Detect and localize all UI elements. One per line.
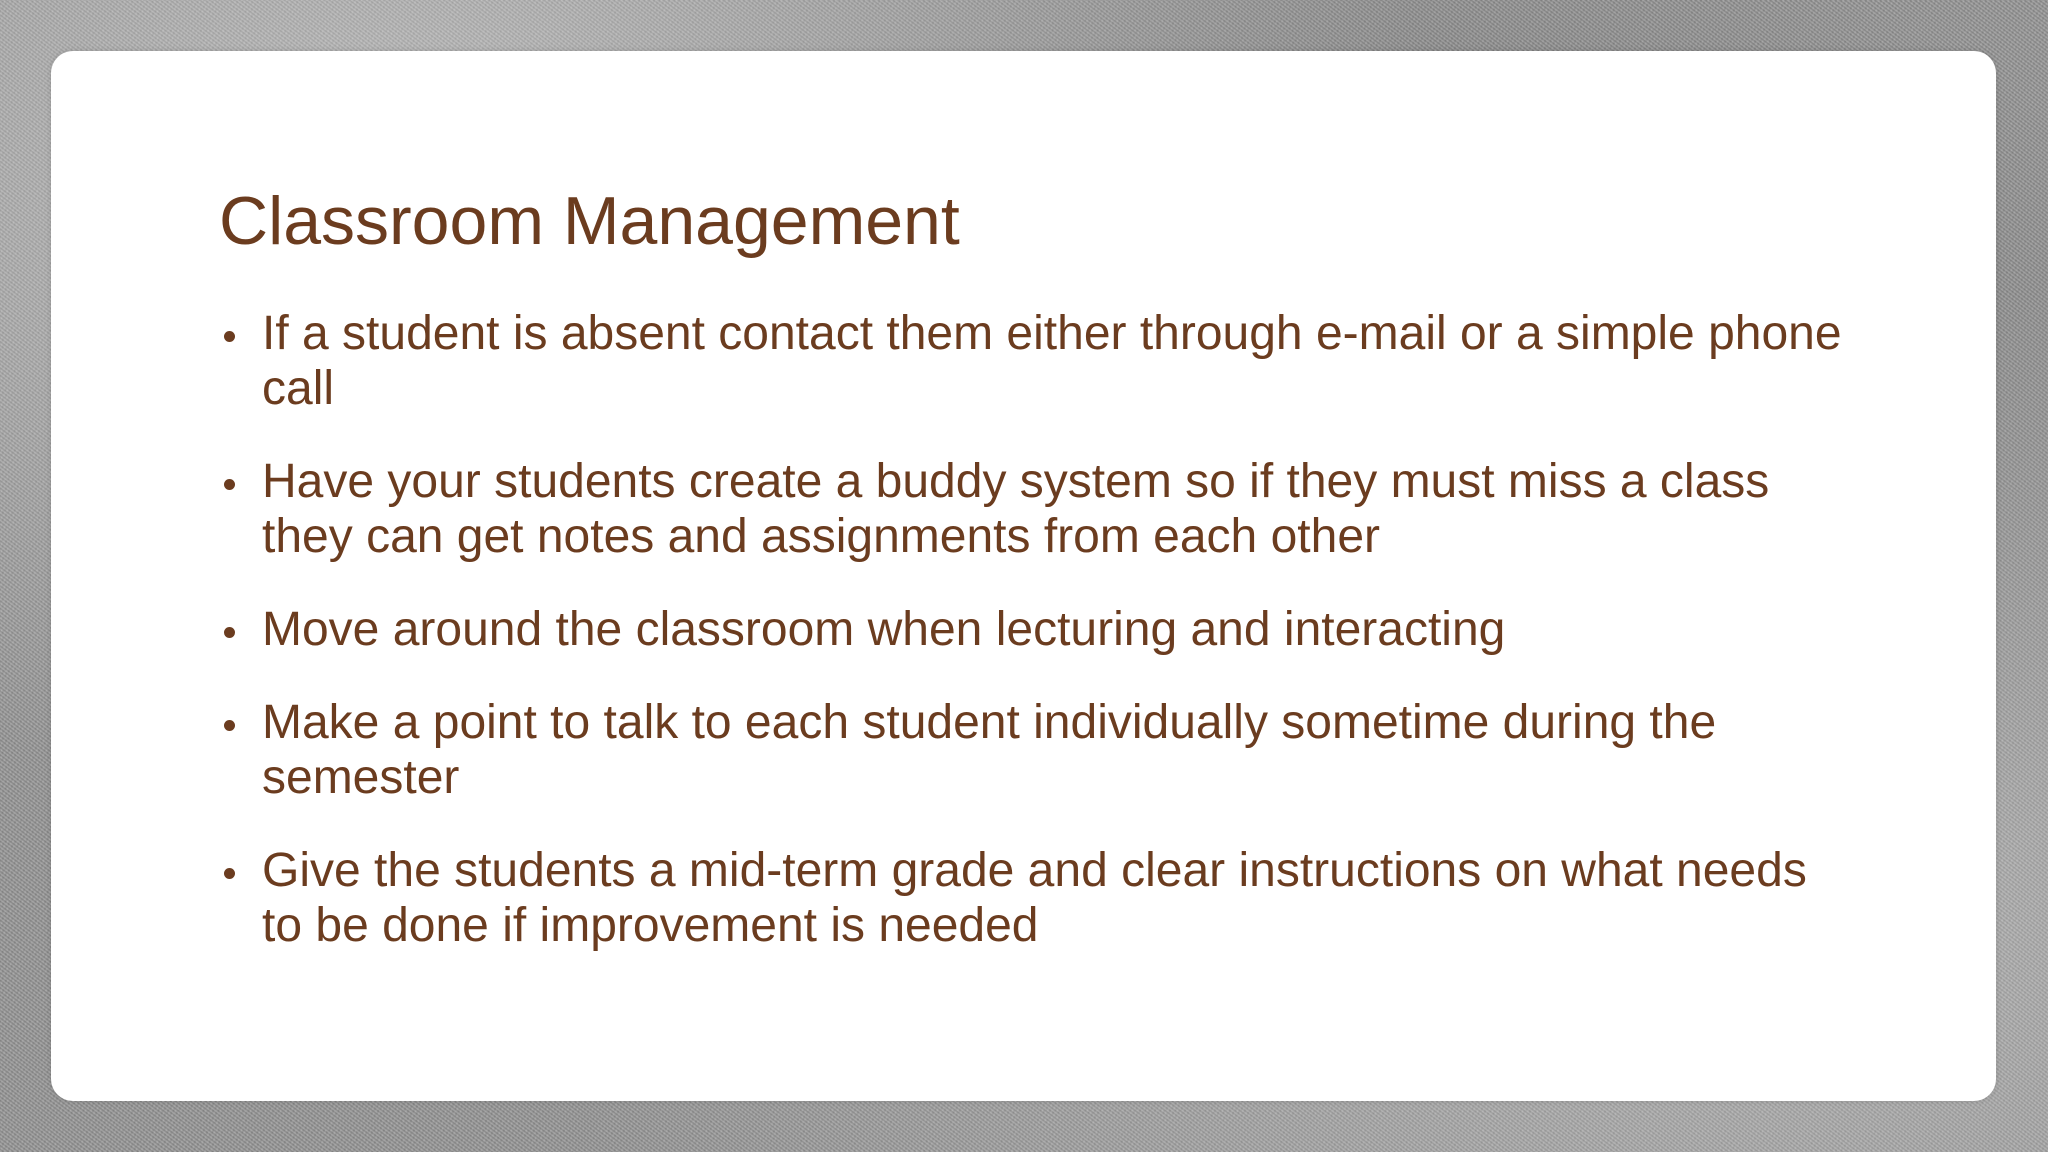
bullet-dot-icon: [224, 331, 235, 342]
slide-title: Classroom Management: [219, 183, 960, 259]
bullet-dot-icon: [224, 868, 235, 879]
bullet-dot-icon: [224, 479, 235, 490]
bullet-text: Have your students create a buddy system so if they must miss a class they can get notes and assignments from each other: [262, 455, 1770, 563]
bullet-dot-icon: [224, 627, 235, 638]
bullet-text: Move around the classroom when lecturing and interacting: [262, 603, 1506, 656]
bullet-text: Make a point to talk to each student individually sometime during the semester: [262, 696, 1717, 804]
bullet-item: [220, 454, 1860, 564]
bullet-item: [220, 306, 1860, 416]
bullet-dot-icon: [224, 720, 235, 731]
bullet-text: If a student is absent contact them either through e-mail or a simple phone call: [262, 307, 1842, 415]
bullet-item: [220, 602, 1860, 657]
bullet-item: [220, 695, 1860, 805]
bullet-item: [220, 843, 1860, 953]
bullet-text: Give the students a mid-term grade and clear instructions on what needs to be done if improvement is needed: [262, 844, 1807, 952]
bullet-list: [220, 306, 1860, 991]
